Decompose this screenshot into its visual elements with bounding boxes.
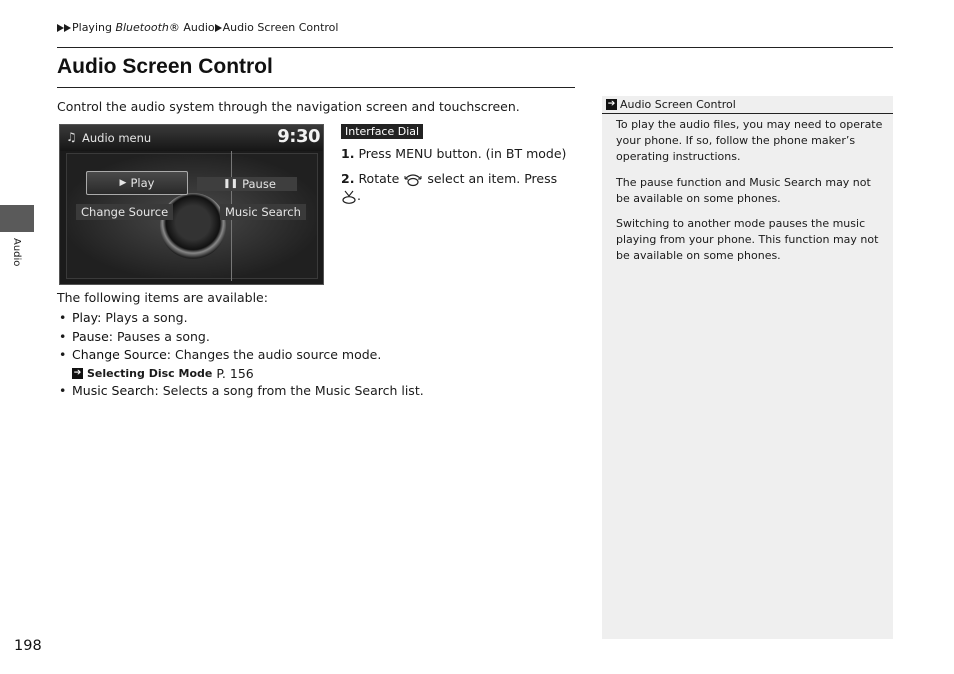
- sidebar-heading: ➔ Audio Screen Control: [602, 96, 893, 114]
- breadcrumb: [57, 21, 338, 34]
- title-divider: [57, 87, 575, 88]
- list-item: • Play: Plays a song.: [57, 309, 424, 328]
- cross-reference-icon: ➔: [73, 367, 82, 378]
- sidebar-paragraph: To play the audio files, you may need to operate your phone. If so, follow the phone maker’s operating instructions.: [616, 118, 883, 163]
- chapter-tab-label: Audio: [11, 238, 22, 267]
- intro-text: Control the audio system through the navigation screen and touchscreen.: [57, 99, 520, 114]
- play-icon: ▶: [119, 178, 127, 188]
- screen-clock: 9:30: [277, 126, 320, 147]
- sidebar-paragraph: The pause function and Music Search may not be available on some phones.: [616, 176, 871, 205]
- breadcrumb-arrow-icon: [57, 24, 64, 32]
- breadcrumb-arrow-icon: [215, 24, 222, 32]
- page-title: Audio Screen Control: [57, 55, 273, 78]
- step-1: 1. Press MENU button. (in BT mode): [341, 146, 567, 161]
- page-number: 198: [14, 638, 42, 654]
- screen-music-search-button[interactable]: Music Search: [220, 204, 306, 220]
- breadcrumb-arrow-icon: [64, 24, 71, 32]
- list-item: • Music Search: Selects a song from the Music Search list.: [57, 382, 424, 401]
- list-item: • Change Source: Changes the audio source mode.: [57, 346, 424, 365]
- rotate-dial-icon: [403, 173, 423, 187]
- interface-dial-label: Interface Dial: [341, 124, 423, 139]
- cross-reference-link[interactable]: ➔ Selecting Disc Mode P. 156: [73, 365, 254, 381]
- list-item: • Pause: Pauses a song.: [57, 328, 424, 347]
- dial-knob-graphic: [160, 193, 226, 259]
- screen-menu-title: Audio menu: [82, 131, 152, 145]
- step-2: 2. Rotate select an item. Press .: [341, 171, 558, 203]
- menu-items-list: [57, 309, 424, 400]
- header-divider: [57, 47, 893, 48]
- breadcrumb-link-playing[interactable]: Playing Bluetooth® Audio: [72, 21, 215, 34]
- note-icon: ➔: [607, 99, 616, 109]
- press-dial-icon: [341, 190, 357, 204]
- sidebar-paragraph: Switching to another mode pauses the music playing from your phone. This function may not be available on some phones.: [616, 217, 879, 262]
- music-note-icon: ♫: [66, 130, 77, 144]
- available-items-intro: The following items are available:: [57, 290, 268, 305]
- screen-play-button[interactable]: ▶ Play: [86, 171, 188, 195]
- screen-change-source-button[interactable]: Change Source: [76, 204, 173, 220]
- screen-pause-button[interactable]: ❚❚ Pause: [197, 177, 297, 191]
- breadcrumb-current: Audio Screen Control: [222, 21, 339, 34]
- audio-menu-screenshot: [59, 124, 324, 285]
- pause-icon: ❚❚: [223, 179, 239, 189]
- chapter-tab: [0, 205, 34, 232]
